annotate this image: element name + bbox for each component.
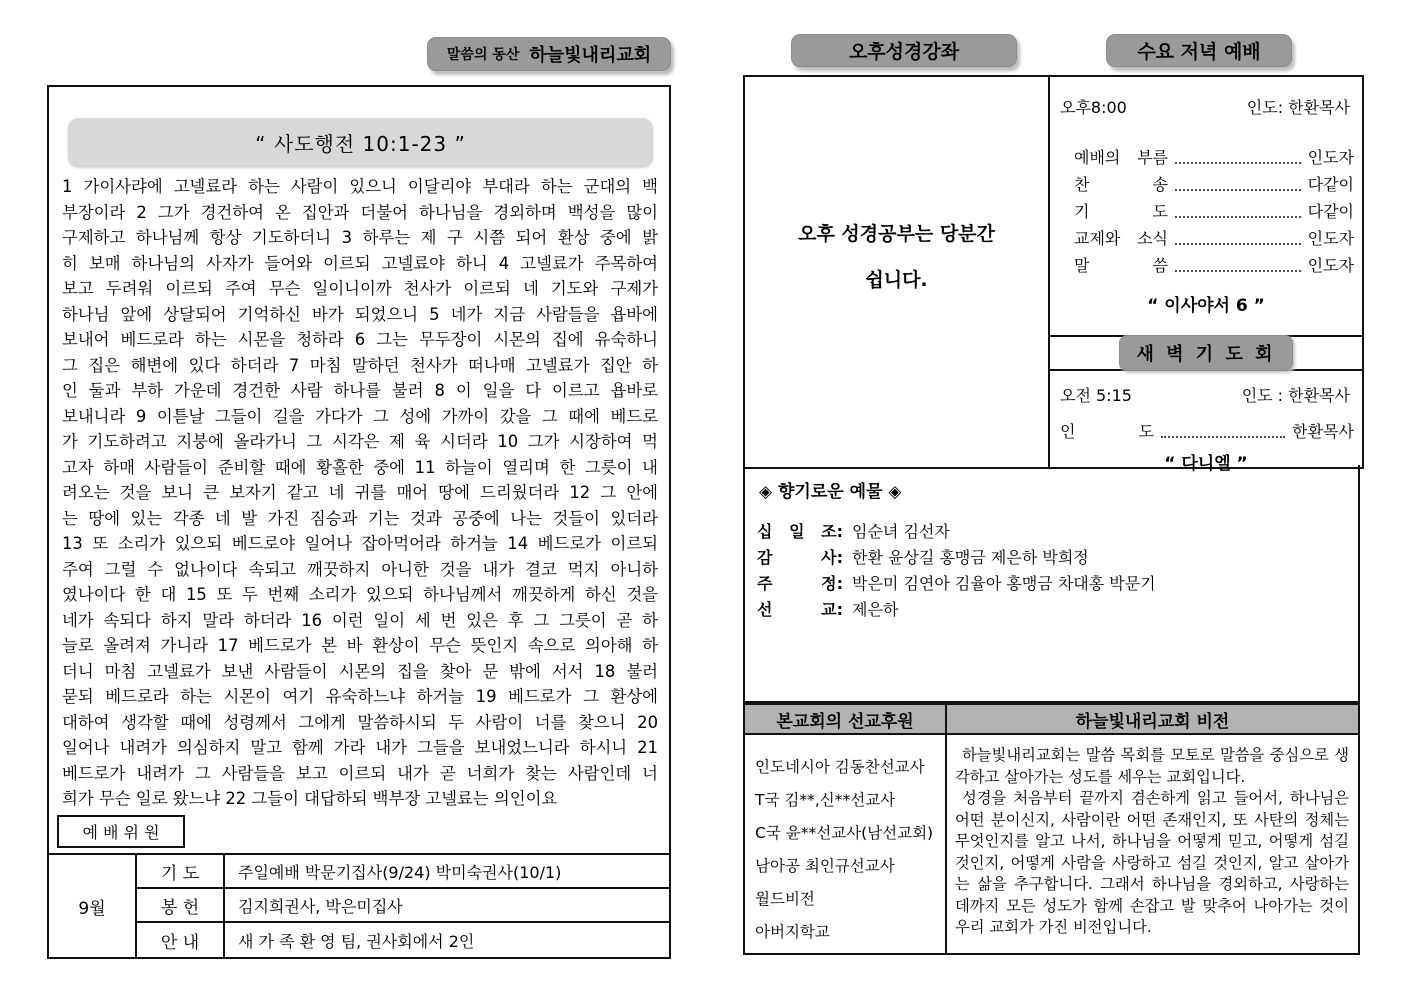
offering-label: 주 정:: [757, 573, 843, 593]
offerings-heading: ◈ 향기로운 예물 ◈: [759, 482, 902, 502]
bible-study-notice: [745, 77, 1050, 467]
dawn-prayer-badge: 새 벽 기 도 회: [1119, 335, 1292, 371]
mission-vision-table: [743, 703, 1360, 955]
passage-line: 보내어 베드로라 하는 시몬을 청하라 6 그는 무두장이 시몬의 집에 유숙하니: [62, 330, 658, 349]
service-meta: [1060, 95, 1350, 118]
offering-names: 제은하: [852, 599, 899, 619]
order-leader-dots: [1175, 189, 1301, 191]
bible-study-notice-line: 오후 성경공부는 당분간: [798, 222, 995, 245]
schedule-row-label: 안 내: [137, 923, 225, 957]
passage-line: 인 둘과 부하 가운데 경건한 사람 하나를 불러 8 이 일을 다 이르고 욥바로: [62, 381, 658, 400]
schedule-row-value: 김지희권사, 박은미집사: [225, 889, 669, 923]
order-role: 인도자: [1307, 256, 1354, 275]
order-label: 예배의 부름: [1074, 148, 1168, 167]
afternoon-lecture-badge: 오후성경강좌: [791, 34, 1017, 67]
schedule-row-value: 주일예배 박문기집사(9/24) 박미숙권사(10/1): [225, 855, 669, 889]
passage-line: 그 집은 해변에 있다 하더라 7 마침 말하던 천사가 떠나매 고넬료가 집안 하: [62, 355, 658, 375]
order-row: [1074, 143, 1354, 170]
scripture-reference: “ 이사야서 6 ”: [1147, 296, 1265, 316]
service-time: 오후8:00: [1060, 98, 1127, 117]
offering-row: [757, 569, 1348, 595]
bulletin-left-page: [47, 85, 671, 959]
mission-list: [745, 735, 947, 953]
order-row: [1060, 417, 1354, 444]
passage-line: 가 기도하려고 지붕에 올라가니 그 시각은 제 육 시더라 10 그가 시장하여 먹: [62, 432, 658, 451]
passage-line: 베드로가 내려가 그 사람들을 보고 이르되 내가 곧 너희가 찾는 사람인데 너: [62, 763, 658, 783]
passage-line: 주여 그럴 수 없나이다 속되고 깨끗하지 아니한 것을 내가 결코 먹지 아니하: [62, 559, 658, 579]
order-row: [1074, 224, 1354, 251]
order-leader-dots: [1175, 243, 1301, 245]
mission-item: C국 윤**선교사(남선교회): [755, 824, 934, 842]
order-role: 한환목사: [1292, 422, 1354, 441]
passage-line: 하나님 앞에 상달되어 기억하신 바가 되었으니 5 네가 지금 사람들을 욥바에: [62, 304, 658, 324]
passage-line: 희가 무슨 일로 왔느냐 22 그들이 대답하되 백부장 고넬료는 의인이요: [62, 789, 558, 808]
offering-label: 선 교:: [757, 599, 843, 619]
order-leader-dots: [1175, 216, 1301, 218]
offering-names: 박은미 김연아 김율아 홍맹금 차대홍 박문기: [852, 573, 1156, 593]
mission-item: 인도네시아 김동찬선교사: [755, 758, 925, 776]
wednesday-service-cell: [1050, 77, 1362, 474]
service-leader: 인도 : 한환목사: [1241, 386, 1350, 405]
order-row: [1074, 197, 1354, 224]
passage-line: 늘로 올려져 가니라 17 베드로가 본 바 환상이 무슨 뜻인지 속으로 의아해 하: [62, 636, 658, 655]
scripture-passage: [62, 174, 658, 812]
offering-label: 십 일 조:: [757, 521, 843, 541]
order-label: 말 씀: [1074, 256, 1168, 275]
order-role: 다같이: [1307, 175, 1354, 194]
scripture-reference: “ 다니엘 ”: [1164, 454, 1248, 474]
passage-line: 보내니라 9 이튿날 그들이 길을 가다가 그 성에 가까이 갔을 그 때에 베드로: [62, 406, 658, 426]
mission-item: 월드비전: [755, 890, 815, 908]
passage-line: 려오는 것을 보니 큰 보자기 같고 네 귀를 매어 땅에 드리웠더라 12 그 안에: [62, 483, 658, 502]
schedule-row-label: 기 도: [137, 855, 225, 889]
scripture-title: “ 사도행전 10:1-23 ”: [68, 118, 653, 166]
order-label: 찬 송: [1074, 175, 1168, 194]
passage-line: 는 땅에 있는 각종 네 발 가진 짐승과 기는 것과 공중에 나는 것들이 있더라: [62, 508, 658, 528]
services-table: [743, 75, 1364, 474]
mission-header: 본교회의 선교후원: [745, 705, 947, 735]
mission-item: 남아공 최인규선교사: [755, 857, 895, 875]
vision-text: [947, 735, 1358, 953]
offering-names: 임순녀 김선자: [852, 521, 950, 541]
order-label: 기 도: [1074, 202, 1168, 221]
order-leader-dots: [1175, 162, 1301, 164]
service-time: 오전 5:15: [1060, 386, 1132, 405]
passage-line: 보고 두려워 이르되 주여 무슨 일이니이까 천사가 이르되 네 기도와 구제가: [62, 279, 658, 298]
offering-row: [757, 595, 1348, 621]
passage-line: 묻되 베드로라 하는 시몬이 여기 유숙하느냐 하거늘 19 베드로가 그 환상에: [62, 687, 658, 706]
passage-line: 일어나 내려가 의심하지 말고 함께 가라 내가 그들을 보내었느니라 하시니 21: [62, 738, 658, 757]
order-leader-dots: [1161, 436, 1285, 438]
order-label: 교제와 소식: [1074, 229, 1168, 248]
vision-header: 하늘빛내리교회 비전: [947, 705, 1358, 735]
dawn-prayer-band: [1050, 335, 1362, 371]
passage-line: 부장이라 2 그가 경건하여 온 집안과 더불어 하나님을 경외하며 백성을 많이: [62, 202, 658, 222]
passage-line: 대하여 생각할 때에 성령께서 그에게 말씀하시되 두 사람이 너를 찾으니 20: [62, 712, 658, 732]
church-badge-name: 하늘빛내리교회: [529, 45, 652, 66]
schedule-row-value: 새 가 족 환 영 팀, 권사회에서 2인: [238, 931, 475, 951]
vision-paragraph: 성경을 처음부터 끝까지 겸손하게 읽고 들어서, 하나님은 어떤 분이신지, 사람이란 어떤 존재인지, 또 사탄의 정체는 무엇인지를 알고 나서, 하나님을 어떻게 믿고, 어떻게 섬길 것인지, 어떻게 사람을 사랑하고 섬길 것인지, 알고 살아가는 삶을 추구합니다. 그래서 하나님을 경외하고, 사랑하는 데까지 모든 성도가 함께 손잡고 발 맞추어 나아가는 것이 우리 교회가 가진 비전입니다.: [955, 789, 1349, 936]
offering-row: [757, 543, 1348, 569]
offering-row: [757, 517, 1348, 543]
order-role: 인도자: [1307, 148, 1354, 167]
order-leader-dots: [1175, 270, 1301, 272]
passage-line: 구제하고 하나님께 항상 기도하더니 3 하루는 제 구 시쯤 되어 환상 중에 밝: [62, 228, 658, 247]
offerings-list: [757, 517, 1348, 621]
order-role: 다같이: [1307, 202, 1354, 221]
schedule-month: 9월: [49, 855, 137, 957]
passage-line: 고자 하매 사람들이 준비할 때에 황홀한 중에 11 하늘이 열리며 한 그릇이 내: [62, 457, 658, 477]
mission-item: 아버지학교: [755, 923, 830, 941]
order-role: 인도자: [1307, 229, 1354, 248]
worship-order-list: [1074, 143, 1354, 278]
order-row: [1074, 251, 1354, 278]
church-badge: [427, 37, 671, 71]
service-meta: [1060, 383, 1350, 406]
offering-names: 한환 윤상길 홍맹금 제은하 박희정: [852, 547, 1089, 567]
mission-item: T국 김**,신**선교사: [755, 791, 896, 809]
passage-line: 네가 속되다 하지 말라 하더라 16 이런 일이 세 번 있은 후 그 그릇이 곧 하: [62, 610, 658, 630]
passage-line: 1 가이사랴에 고넬료라 하는 사람이 있으니 이달리야 부대라 하는 군대의 백: [62, 177, 658, 196]
vision-paragraph: 하늘빛내리교회는 말씀 목회를 모토로 말씀을 중심으로 생각하고 살아가는 성도를 세우는 교회입니다.: [955, 746, 1349, 786]
offering-label: 감 사:: [757, 547, 843, 567]
offerings-box: [743, 465, 1360, 703]
schedule-row-label: 봉 헌: [137, 889, 225, 923]
schedule-table: [49, 853, 669, 957]
passage-line: 였나이다 한 대 15 또 두 번째 소리가 있으되 하나님께서 깨끗하게 하신 것을: [62, 585, 658, 604]
passage-line: 13 또 소리가 있으되 베드로야 일어나 잡아먹어라 하거늘 14 베드로가 이르되: [62, 534, 658, 553]
order-row: [1074, 170, 1354, 197]
service-leader: 인도: 한환목사: [1246, 98, 1350, 117]
worship-committee-label: 예 배 위 원: [57, 815, 185, 848]
passage-line: 더니 마침 고넬료가 보낸 사람들이 시몬의 집을 찾아 문 밖에 서서 18 불러: [62, 661, 658, 681]
dawn-order-list: [1060, 417, 1354, 444]
order-label: 인 도: [1060, 422, 1154, 441]
passage-line: 히 보매 하나님의 사자가 들어와 이르되 고넬료야 하니 4 고넬료가 주목하여: [62, 253, 658, 273]
bible-study-notice-line: 쉽니다.: [865, 268, 928, 291]
church-badge-prefix: 말씀의 동산: [446, 47, 520, 63]
wednesday-worship-badge: 수요 저녁 예배: [1106, 34, 1292, 67]
